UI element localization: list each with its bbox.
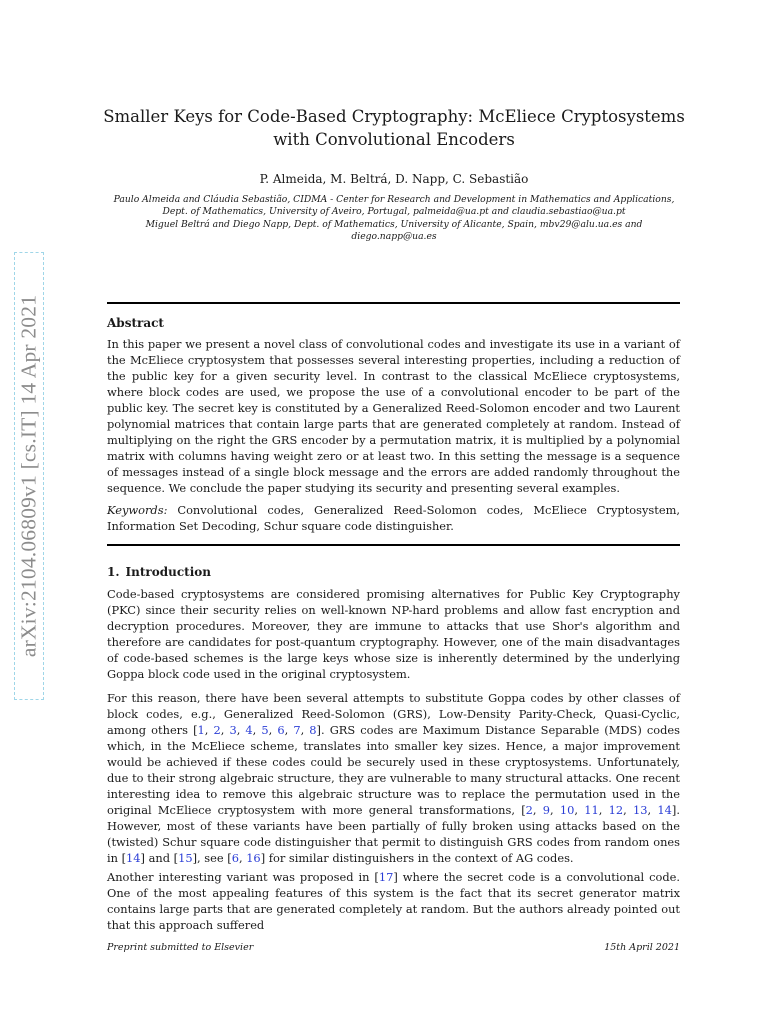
citation-link[interactable]: 12 xyxy=(608,803,624,817)
paragraph-text: ] and [ xyxy=(140,851,179,865)
citation-link[interactable]: 3 xyxy=(229,723,237,737)
affiliation-line: diego.napp@ua.es xyxy=(351,230,437,242)
title-line-2: with Convolutional Encoders xyxy=(273,130,515,149)
intro-paragraph-2: For this reason, there have been several attempts to substitute Goppa codes by other classes of block codes, e.g., Generalized Reed-Solomon (GRS), Low-Density Parity-Check, Quasi-Cyclic, among others [1, 2, 3, 4, 5, 6, 7, 8]. GRS codes are Maximum Distance Separable (MDS) codes which, in the McEliece scheme, translates into smaller key sizes. Hence, a major improvement would be achieved if these codes could be securely used in these cryptosystems. Unfortunately, due to their strong algebraic structure, they are vulnerable to many structural attacks. One recent interesting idea to remove this algebraic structure was to replace the permutation used in the original McEliece cryptosystem with more general transformations, [2, 9, 10, 11, 12, 13, 14]. However, most of these variants have been partially of fully broken using attacks based on the (twisted) Schur square code distinguisher that permit to distinguish GRS codes from random ones in [14] and [15], see [6, 16] for similar distinguishers in the context of AG codes. xyxy=(107,691,680,865)
authors: P. Almeida, M. Beltrá, D. Napp, C. Sebastião xyxy=(259,172,529,186)
affiliations xyxy=(100,194,688,243)
section-title: Introduction xyxy=(125,565,211,579)
abstract-text: In this paper we present a novel class of convolutional codes and investigate its use in a variant of the McEliece cryptosystem that possesses several interesting properties, including a reduction of the public key for a given security level. In contrast to the classical McEliece cryptosystems, where block codes are used, we propose the use of a convolutional encoder to be part of the public key. The secret key is constituted by a Generalized Reed-Solomon encoder and two Laurent polynomial matrices that contain large parts that are generated completely at random. Instead of multiplying on the right the GRS encoder by a permutation matrix, it is multiplied by a polynomial matrix with columns having weight zero or at least two. In this setting the message is a sequence of messages instead of a single block message and the errors are added randomly throughout the sequence. We conclude the paper studying its security and presenting several examples. xyxy=(107,337,680,495)
footer-date: 15th April 2021 xyxy=(604,942,680,953)
intro-paragraph-1: Code-based cryptosystems are considered promising alternatives for Public Key Cryptography (PKC) since their security relies on well-known NP-hard problems and allow fast encryption and decryption procedures. Moreover, they are immune to attacks that use Shor's algorithm and therefore are candidates for post-quantum cryptography. However, one of the main disadvantages of code-based schemes is the large keys whose size is inherently determined by the underlying Goppa block code used in the original cryptosystem. xyxy=(107,587,680,681)
paragraph-text: ] where the secret code is a convolutional code. One of the most appealing features of this system is the fact that its secret generator matrix contains large parts that are generated completely at random. But the authors already pointed out that this approach suffered xyxy=(107,870,680,932)
citation-link[interactable]: 1 xyxy=(197,723,205,737)
citation-link[interactable]: 2 xyxy=(213,723,221,737)
paragraph-text: For this reason, there have been several attempts to substitute Goppa codes by other classes of block codes, e.g., Generalized Reed-Solomon (GRS), Low-Density Parity-Check, Quasi-Cyclic, among others [ xyxy=(107,691,680,737)
paragraph-text: ] for similar distinguishers in the context of AG codes. xyxy=(260,851,574,865)
citation-link[interactable]: 9 xyxy=(542,803,551,817)
keywords xyxy=(107,502,680,534)
paragraph-text: ]. However, most of these variants have been partially of fully broken using attacks based on the (twisted) Schur square code distinguisher that permit to distinguish GRS codes from random ones in [ xyxy=(107,803,680,865)
section-heading xyxy=(107,565,211,579)
paper-title xyxy=(100,105,688,151)
citation-link[interactable]: 8 xyxy=(309,723,317,737)
affiliation-line: Miguel Beltrá and Diego Napp, Dept. of Mathematics, University of Alicante, Spain, mbv29@alu.ua.es and xyxy=(145,218,643,230)
paragraph-text: ], see [ xyxy=(192,851,232,865)
citation-link[interactable]: 16 xyxy=(246,851,261,865)
citation-link[interactable]: 13 xyxy=(633,803,648,817)
intro-paragraph-3 xyxy=(107,869,680,933)
page-footer xyxy=(107,942,680,953)
footer-preprint-note: Preprint submitted to Elsevier xyxy=(107,942,254,953)
citation-link[interactable]: 4 xyxy=(245,723,253,737)
citation-link[interactable]: 17 xyxy=(378,870,394,884)
citation-link[interactable]: 11 xyxy=(584,803,599,817)
citation-link[interactable]: 15 xyxy=(178,851,193,865)
citation-link[interactable]: 10 xyxy=(559,803,575,817)
citation-link[interactable]: 6 xyxy=(277,723,285,737)
citation-link[interactable]: 5 xyxy=(261,723,269,737)
keywords-text: Convolutional codes, Generalized Reed-Solomon codes, McEliece Cryptosystem, Information Set Decoding, Schur square code distinguisher. xyxy=(107,503,680,533)
citation-link[interactable]: 7 xyxy=(293,723,301,737)
title-line-1: Smaller Keys for Code-Based Cryptography: McEliece Cryptosystems xyxy=(103,107,685,126)
section-number: 1. xyxy=(107,565,120,579)
abstract-bottom-rule xyxy=(107,544,680,546)
affiliation-line: Paulo Almeida and Cláudia Sebastião, CIDMA - Center for Research and Development in Mathematics and Applications, xyxy=(113,194,675,205)
citation-link[interactable]: 2 xyxy=(525,803,533,817)
citation-link[interactable]: 14 xyxy=(657,803,672,817)
paragraph-text: ]. GRS codes are Maximum Distance Separable (MDS) codes which, in the McEliece scheme, translates into smaller key sizes. Hence, a major improvement would be achieved if these codes could be securely used in these cryptosystems. Unfortunately, due to their strong algebraic structure, they are vulnerable to many structural attacks. One recent interesting idea to remove this algebraic structure was to replace the permutation used in the original McEliece cryptosystem with more general transformations, [ xyxy=(107,723,680,817)
arxiv-id: arXiv:2104.06809v1 [cs.IT] 14 Apr 2021 xyxy=(16,294,41,658)
keywords-label: Keywords: xyxy=(107,503,168,517)
abstract-top-rule xyxy=(107,302,680,304)
citation-link[interactable]: 6 xyxy=(231,851,239,865)
arxiv-stamp[interactable] xyxy=(14,252,44,700)
citation-link[interactable]: 14 xyxy=(126,851,141,865)
abstract-heading: Abstract xyxy=(107,316,164,330)
paragraph-text: Another interesting variant was proposed in [ xyxy=(107,870,379,884)
affiliation-line: Dept. of Mathematics, University of Aveiro, Portugal, palmeida@ua.pt and claudia.sebastiao@ua.pt xyxy=(162,206,626,218)
